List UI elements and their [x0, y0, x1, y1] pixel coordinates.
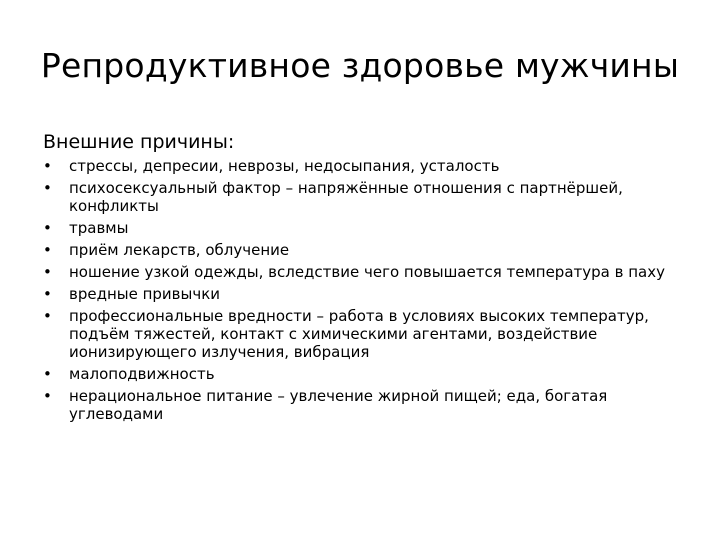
- bullet-icon: •: [43, 157, 52, 175]
- bullet-icon: •: [43, 285, 52, 303]
- bullet-icon: •: [43, 241, 52, 259]
- list-item-text: ношение узкой одежды, вследствие чего повышается температура в паху: [69, 263, 665, 281]
- list-item-text: психосексуальный фактор – напряжённые отношения с партнёршей, конфликты: [69, 179, 623, 215]
- slide-title: Репродуктивное здоровье мужчины: [40, 46, 680, 85]
- list-item-text: приём лекарств, облучение: [69, 241, 290, 259]
- list-item-text: малоподвижность: [69, 365, 215, 383]
- list-item: [43, 307, 683, 361]
- bullet-list: [43, 157, 683, 427]
- bullet-icon: •: [43, 179, 52, 197]
- list-item: [43, 365, 683, 383]
- bullet-icon: •: [43, 365, 52, 383]
- list-item: [43, 157, 683, 175]
- list-item: [43, 241, 683, 259]
- list-item-text: нерациональное питание – увлечение жирной пищей; еда, богатая углеводами: [69, 387, 608, 423]
- list-item-text: профессиональные вредности – работа в условиях высоких температур, подъём тяжестей, контакт с химическими агентами, воздействие ионизирующего излучения, вибрация: [69, 307, 649, 361]
- section-heading: Внешние причины:: [43, 131, 235, 153]
- list-item: [43, 179, 683, 215]
- bullet-icon: •: [43, 219, 52, 237]
- bullet-icon: •: [43, 307, 52, 325]
- list-item: [43, 387, 683, 423]
- list-item: [43, 219, 683, 237]
- list-item: [43, 285, 683, 303]
- bullet-icon: •: [43, 387, 52, 405]
- list-item-text: стрессы, депресии, неврозы, недосыпания, усталость: [69, 157, 500, 175]
- list-item-text: травмы: [69, 219, 129, 237]
- list-item-text: вредные привычки: [69, 285, 221, 303]
- list-item: [43, 263, 683, 281]
- bullet-icon: •: [43, 263, 52, 281]
